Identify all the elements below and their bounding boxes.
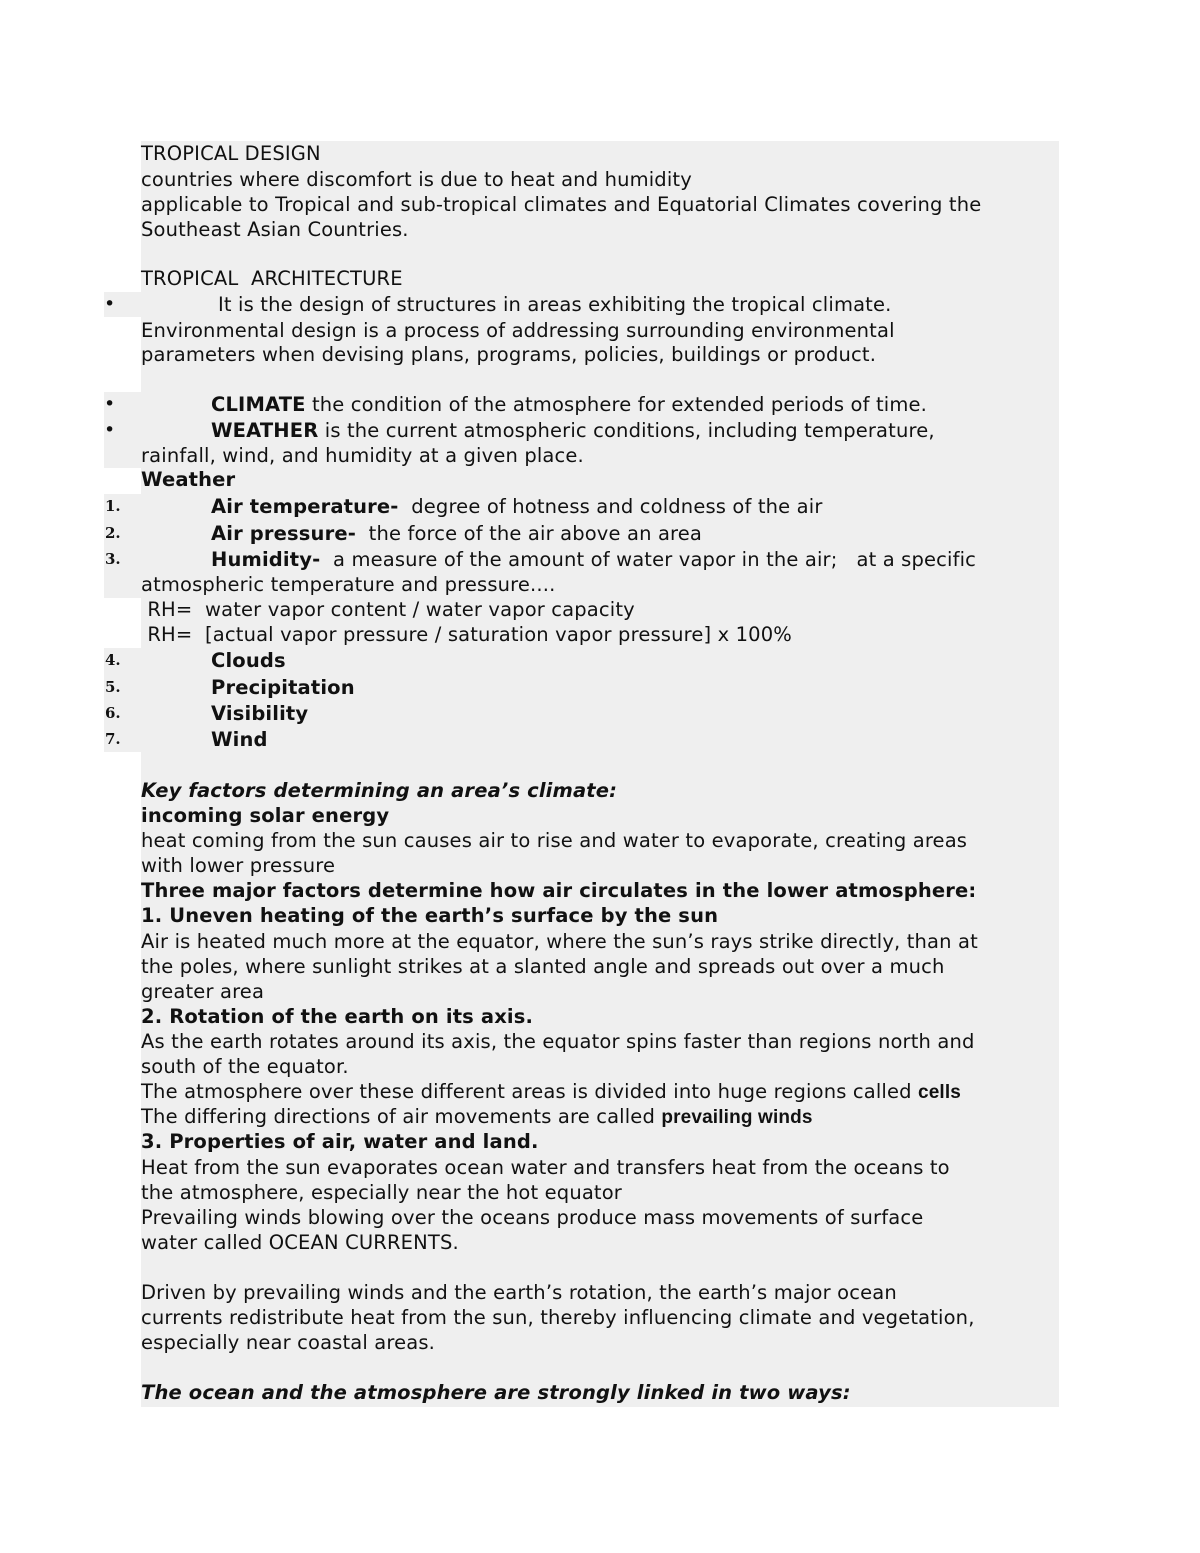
ocean-atmosphere-heading: The ocean and the atmosphere are strongly linked in two ways: <box>141 1381 851 1404</box>
factor-1-line-1: Air is heated much more at the equator, where the sun’s rays strike directly, than at <box>141 930 978 953</box>
architecture-definition: It is the design of structures in areas exhibiting the tropical climate. <box>218 293 892 316</box>
environmental-design-line-2: parameters when devising plans, programs, policies, buildings or product. <box>141 343 877 366</box>
solar-energy-line-1: heat coming from the sun causes air to rise and water to evaporate, creating areas <box>141 829 968 852</box>
item-label: Air pressure- <box>211 522 356 545</box>
factor-2-line-3 <box>141 1079 961 1105</box>
list-item-air-temperature <box>211 494 823 519</box>
weather-definition-cont: rainfall, wind, and humidity at a given place. <box>141 444 584 467</box>
bullet-marker: • <box>104 393 116 415</box>
list-number: 6. <box>105 704 121 722</box>
bullet-marker: • <box>104 419 116 441</box>
weather-label: WEATHER <box>211 419 319 442</box>
factor-3-line-2: the atmosphere, especially near the hot equator <box>141 1181 622 1204</box>
rh-formula-1: RH= water vapor content / water vapor capacity <box>141 598 635 621</box>
factor-1-line-3: greater area <box>141 980 265 1003</box>
tropical-architecture-title: TROPICAL ARCHITECTURE <box>141 267 403 290</box>
list-number: 1. <box>105 497 121 515</box>
ocean-currents-line-2: currents redistribute heat from the sun, thereby influencing climate and vegetation, <box>141 1306 975 1329</box>
solar-energy-heading: incoming solar energy <box>141 804 390 827</box>
list-item-wind: Wind <box>211 728 268 751</box>
tropical-design-line-2: applicable to Tropical and sub-tropical climates and Equatorial Climates covering the <box>141 193 982 216</box>
ocean-currents-line-3: especially near coastal areas. <box>141 1331 436 1354</box>
weather-text: is the current atmospheric conditions, including temperature, <box>318 419 935 442</box>
solar-energy-line-2: with lower pressure <box>141 854 336 877</box>
environmental-design-line-1: Environmental design is a process of addressing surrounding environmental <box>141 319 895 342</box>
factor-3-heading: 3. Properties of air, water and land. <box>141 1130 539 1153</box>
humidity-cont: atmospheric temperature and pressure.... <box>141 573 556 596</box>
prevailing-winds-term: prevailing winds <box>661 1107 813 1128</box>
weather-definition <box>211 418 935 443</box>
winds-sentence: The differing directions of air movements are called <box>141 1105 662 1128</box>
tropical-design-title: TROPICAL DESIGN <box>141 142 321 165</box>
list-item-clouds: Clouds <box>211 649 286 672</box>
three-factors-heading: Three major factors determine how air circulates in the lower atmosphere: <box>141 879 977 902</box>
list-item-visibility: Visibility <box>211 702 309 725</box>
list-number: 7. <box>105 730 121 748</box>
factor-3-line-4: water called OCEAN CURRENTS. <box>141 1231 459 1254</box>
list-number: 4. <box>105 651 121 669</box>
list-item-air-pressure <box>211 521 702 546</box>
factor-2-line-1: As the earth rotates around its axis, the equator spins faster than regions north and <box>141 1030 975 1053</box>
ocean-currents-line-1: Driven by prevailing winds and the earth’s rotation, the earth’s major ocean <box>141 1281 897 1304</box>
cells-term: cells <box>918 1082 962 1103</box>
factor-2-line-4 <box>141 1104 813 1130</box>
key-factors-heading: Key factors determining an area’s climate: <box>141 779 618 802</box>
factor-3-line-3: Prevailing winds blowing over the oceans produce mass movements of surface <box>141 1206 924 1229</box>
tropical-design-line-1: countries where discomfort is due to heat and humidity <box>141 168 692 191</box>
climate-label: CLIMATE <box>211 393 306 416</box>
list-number: 5. <box>105 678 121 696</box>
item-text: the force of the air above an area <box>355 522 703 545</box>
list-item-humidity <box>211 547 976 572</box>
rh-formula-2: RH= [actual vapor pressure / saturation vapor pressure] x 100% <box>141 623 792 646</box>
tropical-design-line-3: Southeast Asian Countries. <box>141 218 409 241</box>
climate-definition <box>211 392 927 417</box>
factor-2-line-2: south of the equator. <box>141 1055 349 1078</box>
cells-sentence: The atmosphere over these different areas is divided into huge regions called <box>141 1080 918 1103</box>
item-label: Air temperature- <box>211 495 399 518</box>
climate-text: the condition of the atmosphere for extended periods of time. <box>305 393 927 416</box>
factor-3-line-1: Heat from the sun evaporates ocean water and transfers heat from the oceans to <box>141 1156 950 1179</box>
item-text: degree of hotness and coldness of the air <box>398 495 823 518</box>
bullet-marker: • <box>104 293 116 315</box>
factor-1-heading: 1. Uneven heating of the earth’s surface by the sun <box>141 904 719 927</box>
item-text: a measure of the amount of water vapor in the air; at a specific <box>320 548 977 571</box>
factor-2-heading: 2. Rotation of the earth on its axis. <box>141 1005 534 1028</box>
list-number: 3. <box>105 550 121 568</box>
list-item-precipitation: Precipitation <box>211 676 355 699</box>
item-label: Humidity- <box>211 548 321 571</box>
factor-1-line-2: the poles, where sunlight strikes at a slanted angle and spreads out over a much <box>141 955 945 978</box>
list-number: 2. <box>105 524 121 542</box>
weather-heading: Weather <box>141 468 236 491</box>
